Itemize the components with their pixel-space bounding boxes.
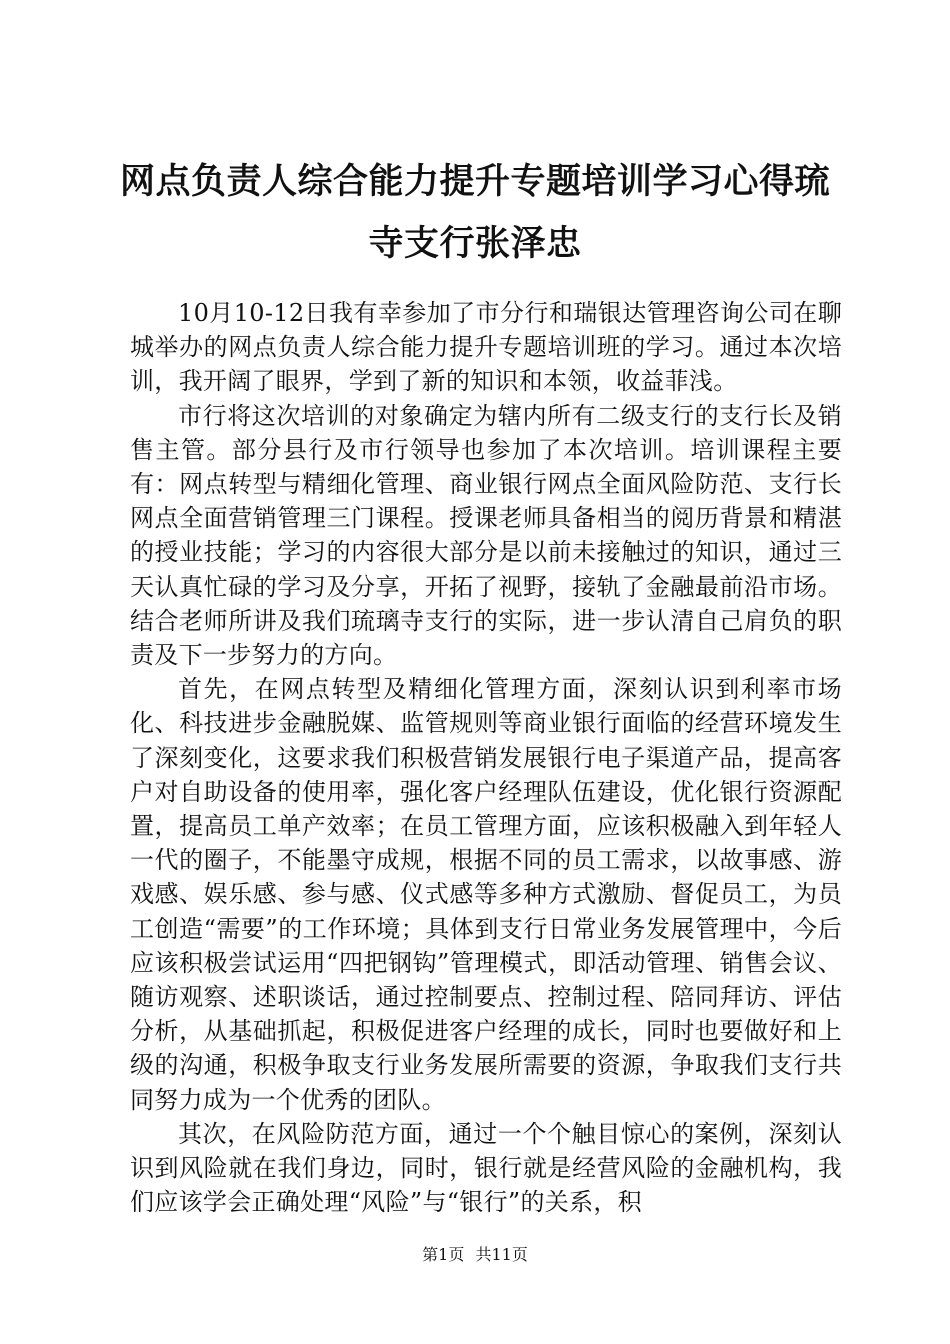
page-footer (0, 1244, 950, 1266)
paragraph-1: 10月10-12日我有幸参加了市分行和瑞银达管理咨询公司在聊城举办的网点负责人综合能力提升专题培训班的学习。通过本次培训，我开阔了眼界，学到了新的知识和本领，收益菲浅。 (130, 299, 842, 396)
document-title-line-2: 寺支行张泽忠 (368, 224, 582, 264)
paragraph-2: 市行将这次培训的对象确定为辖内所有二级支行的支行长及销售主管。部分县行及市行领导也参加了本次培训。培训课程主要有：网点转型与精细化管理、商业银行网点全面风险防范、支行长网点全面营销管理三门课程。授课老师具备相当的阅历背景和精湛的授业技能；学习的内容很大部分是以前未接触过的知识，通过三天认真忙碌的学习及分享，开拓了视野，接轨了金融最前沿市场。结合老师所讲及我们琉璃寺支行的实际，进一步认清自己肩负的职责及下一步努力的方向。 (130, 401, 842, 670)
paragraph-4: 其次，在风险防范方面，通过一个个触目惊心的案例，深刻认识到风险就在我们身边，同时，银行就是经营风险的金融机构，我们应该学会正确处理“风险”与“银行”的关系，积 (130, 1119, 842, 1217)
document-body (130, 296, 842, 1219)
page-number: 第1页 (422, 1245, 465, 1264)
paragraph-3: 首先，在网点转型及精细化管理方面，深刻认识到利率市场化、科技进步金融脱媒、监管规则等商业银行面临的经营环境发生了深刻变化，这要求我们积极营销发展银行电子渠道产品，提高客户对自助设备的使用率，强化客户经理队伍建设，优化银行资源配置，提高员工单产效率；在员工管理方面，应该积极融入到年轻人一代的圈子，不能墨守成规，根据不同的员工需求，以故事感、游戏感、娱乐感、参与感、仪式感等多种方式激励、督促员工，为员工创造“需要”的工作环境；具体到支行日常业务发展管理中，今后应该积极尝试运用“四把钢钩”管理模式，即活动管理、销售会议、随访观察、述职谈话，通过控制要点、控制过程、陪同拜访、评估分析，从基础抓起，积极促进客户经理的成长，同时也要做好和上级的沟通，积极争取支行业务发展所需要的资源，争取我们支行共同努力成为一个优秀的团队。 (130, 675, 842, 1114)
total-pages: 共11页 (475, 1245, 528, 1264)
document-title-line-1: 网点负责人综合能力提升专题培训学习心得琉 (119, 162, 830, 202)
